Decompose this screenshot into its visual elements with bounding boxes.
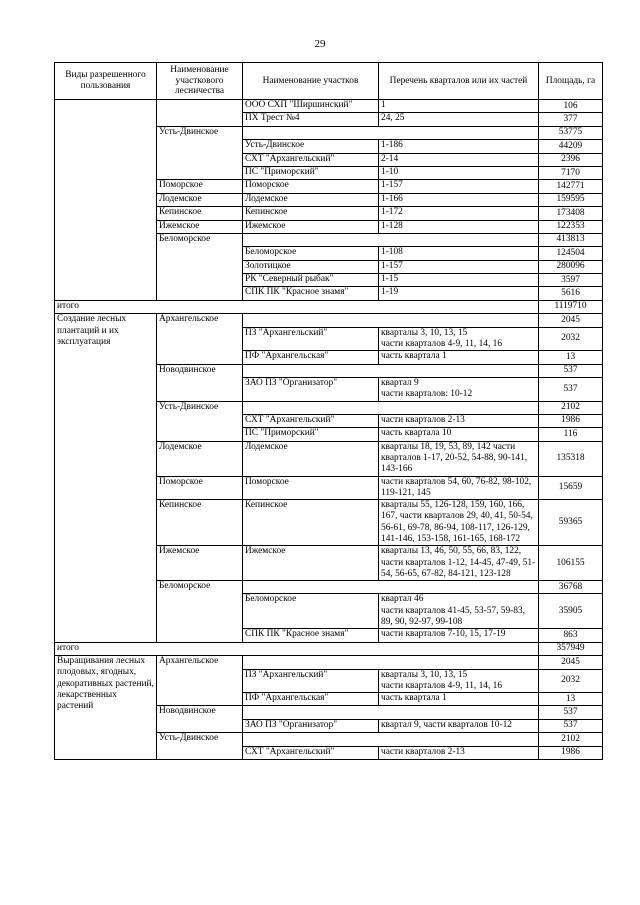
area-cell: 1119710 xyxy=(539,300,603,313)
site-cell: ЗАО ПЗ "Организатор" xyxy=(243,719,379,732)
forestry-subtotal-blank xyxy=(243,364,539,377)
site-cell: ООО СХП "Ширшинский" xyxy=(243,100,379,113)
forestry-cell: Кепинское xyxy=(157,207,243,220)
area-cell: 2032 xyxy=(539,327,603,351)
forestry-cell: Кепинское xyxy=(157,500,243,546)
quarters-cell: 1-19 xyxy=(379,287,539,300)
site-cell: Поморское xyxy=(243,180,379,193)
forestry-cell: Поморское xyxy=(157,476,243,500)
site-cell: Лодемское xyxy=(243,193,379,206)
forestry-cell: Ижемское xyxy=(157,546,243,581)
quarters-cell: части кварталов 7-10, 15, 17-19 xyxy=(379,629,539,642)
site-cell: ПЗ "Архангельский" xyxy=(243,327,379,351)
area-cell: 863 xyxy=(539,629,603,642)
quarters-cell: 1-157 xyxy=(379,260,539,273)
use-type-cell: Выращивания лесных плодовых, ягодных, декоративных растений, лекарственных растений xyxy=(55,656,157,760)
area-cell: 3597 xyxy=(539,274,603,287)
quarters-cell: квартал 9, части кварталов 10-12 xyxy=(379,719,539,732)
header-forestry: Наименование участкового лесничества xyxy=(157,63,243,100)
site-cell: Беломорское xyxy=(243,247,379,260)
site-cell: Кепинское xyxy=(243,207,379,220)
site-cell: ПХ Трест №4 xyxy=(243,113,379,126)
quarters-cell: квартал 46 части кварталов 41-45, 53-57, 59-83, 89, 90, 92-97, 99-108 xyxy=(379,594,539,629)
area-cell: 124504 xyxy=(539,247,603,260)
area-cell: 537 xyxy=(539,706,603,719)
forestry-subtotal-blank xyxy=(243,706,539,719)
site-cell: ЗАО ПЗ "Организатор" xyxy=(243,377,379,401)
area-cell: 135318 xyxy=(539,441,603,476)
quarters-cell: 1-10 xyxy=(379,166,539,179)
forestry-subtotal-blank xyxy=(243,581,539,594)
site-cell: Усть-Двинское xyxy=(243,140,379,153)
site-cell: РК "Северный рыбак" xyxy=(243,274,379,287)
table-row xyxy=(55,100,603,113)
site-cell: Ижемское xyxy=(243,546,379,581)
area-cell: 357949 xyxy=(539,642,603,655)
forestry-subtotal-blank xyxy=(243,233,539,246)
area-cell: 35905 xyxy=(539,594,603,629)
site-cell: ПС "Приморский" xyxy=(243,428,379,441)
forestry-cell: Лодемское xyxy=(157,193,243,206)
header-area: Площадь, га xyxy=(539,63,603,100)
forestry-subtotal-blank xyxy=(243,401,539,414)
quarters-cell: 1-128 xyxy=(379,220,539,233)
area-cell: 36768 xyxy=(539,581,603,594)
area-cell: 2102 xyxy=(539,733,603,746)
site-cell: ПС "Приморский" xyxy=(243,166,379,179)
use-type-cell: Создание лесных плантаций и их эксплуатация xyxy=(55,314,157,642)
forestry-cell: Архангельское xyxy=(157,656,243,706)
table-row xyxy=(55,314,603,327)
quarters-cell: кварталы 55, 126-128, 159, 160, 166, 167, части кварталов 29, 40, 41, 50-54, 56-61, 69-78, 86-94, 108-117, 126-129, 141-146, 153-158, 161-165, 168-172 xyxy=(379,500,539,546)
area-cell: 1986 xyxy=(539,746,603,759)
forestry-cell: Усть-Двинское xyxy=(157,733,243,760)
area-cell: 537 xyxy=(539,364,603,377)
area-cell: 106 xyxy=(539,100,603,113)
forestry-cell xyxy=(157,100,243,127)
quarters-cell: 1-172 xyxy=(379,207,539,220)
forestry-subtotal-blank xyxy=(243,314,539,327)
quarters-cell: 1 xyxy=(379,100,539,113)
site-cell: СХТ "Архангельский" xyxy=(243,746,379,759)
area-cell: 2102 xyxy=(539,401,603,414)
header-quarters: Перечень кварталов или их частей xyxy=(379,63,539,100)
site-cell: ПЗ "Архангельский" xyxy=(243,669,379,693)
quarters-cell: кварталы 3, 10, 13, 15 части кварталов 4-9, 11, 14, 16 xyxy=(379,669,539,693)
site-cell: Ижемское xyxy=(243,220,379,233)
forestry-subtotal-blank xyxy=(243,656,539,669)
forestry-cell: Лодемское xyxy=(157,441,243,476)
header-site: Наименование участков xyxy=(243,63,379,100)
table-row xyxy=(55,656,603,669)
forestry-cell: Поморское xyxy=(157,180,243,193)
area-cell: 413813 xyxy=(539,233,603,246)
area-cell: 377 xyxy=(539,113,603,126)
quarters-cell: кварталы 18, 19, 53, 89, 142 части кварталов 1-17, 20-52, 54-88, 90-141, 143-166 xyxy=(379,441,539,476)
total-label: итого xyxy=(55,300,539,313)
quarters-cell: 1-157 xyxy=(379,180,539,193)
site-cell: СПК ПК "Красное знамя" xyxy=(243,629,379,642)
land-use-table xyxy=(54,62,603,760)
quarters-cell: 1-166 xyxy=(379,193,539,206)
site-cell: ПФ "Архангельская" xyxy=(243,351,379,364)
forestry-cell: Новодвинское xyxy=(157,706,243,733)
forestry-cell: Архангельское xyxy=(157,314,243,364)
area-cell: 2045 xyxy=(539,656,603,669)
forestry-cell: Усть-Двинское xyxy=(157,401,243,441)
total-label: итого xyxy=(55,642,539,655)
quarters-cell: часть квартала 1 xyxy=(379,693,539,706)
site-cell: СХТ "Архангельский" xyxy=(243,153,379,166)
area-cell: 2045 xyxy=(539,314,603,327)
area-cell: 2032 xyxy=(539,669,603,693)
area-cell: 116 xyxy=(539,428,603,441)
area-cell: 122353 xyxy=(539,220,603,233)
site-cell: Золотицкое xyxy=(243,260,379,273)
forestry-cell: Беломорское xyxy=(157,581,243,643)
site-cell: Поморское xyxy=(243,476,379,500)
table-header-row xyxy=(55,63,603,100)
area-cell: 59365 xyxy=(539,500,603,546)
area-cell: 5616 xyxy=(539,287,603,300)
site-cell: Лодемское xyxy=(243,441,379,476)
site-cell: Кепинское xyxy=(243,500,379,546)
quarters-cell: части кварталов 2-13 xyxy=(379,414,539,427)
header-use-type: Виды разрешенного пользования xyxy=(55,63,157,100)
forestry-cell: Беломорское xyxy=(157,233,243,300)
site-cell: СХТ "Архангельский" xyxy=(243,414,379,427)
quarters-cell: 1-186 xyxy=(379,140,539,153)
area-cell: 280096 xyxy=(539,260,603,273)
area-cell: 15659 xyxy=(539,476,603,500)
area-cell: 1986 xyxy=(539,414,603,427)
area-cell: 2396 xyxy=(539,153,603,166)
quarters-cell: части кварталов 54, 60, 76-82, 98-102, 119-121, 145 xyxy=(379,476,539,500)
forestry-subtotal-blank xyxy=(243,126,539,139)
site-cell: СПК ПК "Красное знамя" xyxy=(243,287,379,300)
quarters-cell: кварталы 13, 46, 50, 55, 66, 83, 122, части кварталов 1-12, 14-45, 47-49, 51-54, 56-65, 67-82, 84-121, 123-128 xyxy=(379,546,539,581)
quarters-cell: 24, 25 xyxy=(379,113,539,126)
table-body xyxy=(55,100,603,760)
forestry-cell: Ижемское xyxy=(157,220,243,233)
page-number: 29 xyxy=(314,38,326,50)
area-cell: 537 xyxy=(539,377,603,401)
area-cell: 159595 xyxy=(539,193,603,206)
forestry-cell: Новодвинское xyxy=(157,364,243,401)
quarters-cell: 1-15 xyxy=(379,274,539,287)
total-row xyxy=(55,300,603,313)
area-cell: 7170 xyxy=(539,166,603,179)
quarters-cell: части кварталов 2-13 xyxy=(379,746,539,759)
quarters-cell: часть квартала 1 xyxy=(379,351,539,364)
area-cell: 142771 xyxy=(539,180,603,193)
forestry-subtotal-blank xyxy=(243,733,539,746)
quarters-cell: 1-108 xyxy=(379,247,539,260)
area-cell: 106155 xyxy=(539,546,603,581)
quarters-cell: квартал 9 части кварталов: 10-12 xyxy=(379,377,539,401)
area-cell: 44209 xyxy=(539,140,603,153)
forestry-cell: Усть-Двинское xyxy=(157,126,243,180)
area-cell: 173408 xyxy=(539,207,603,220)
area-cell: 53775 xyxy=(539,126,603,139)
use-type-cell xyxy=(55,100,157,301)
quarters-cell: 2-14 xyxy=(379,153,539,166)
area-cell: 537 xyxy=(539,719,603,732)
total-row xyxy=(55,642,603,655)
site-cell: ПФ "Архангельская" xyxy=(243,693,379,706)
area-cell: 13 xyxy=(539,693,603,706)
area-cell: 13 xyxy=(539,351,603,364)
quarters-cell: кварталы 3, 10, 13, 15 части кварталов 4-9, 11, 14, 16 xyxy=(379,327,539,351)
site-cell: Беломорское xyxy=(243,594,379,629)
quarters-cell: часть квартала 10 xyxy=(379,428,539,441)
